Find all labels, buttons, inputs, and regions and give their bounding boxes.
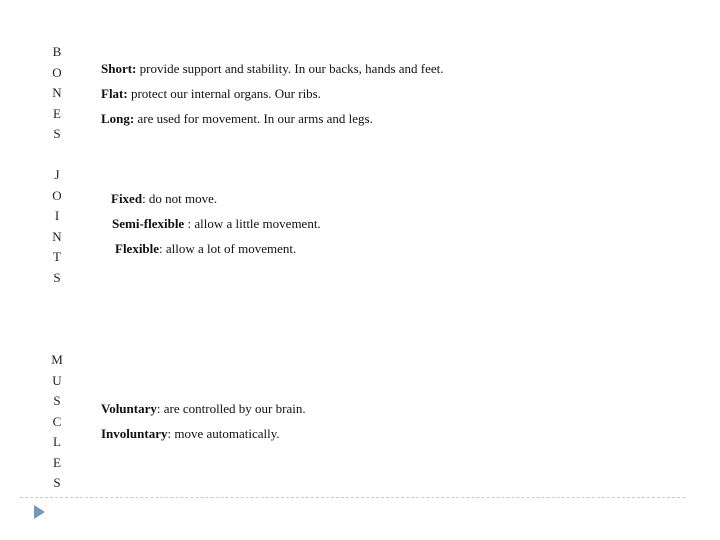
label-letter: M [51,352,63,367]
label-letter: O [52,64,62,80]
joints-vertical-label [50,165,64,288]
item-description: : are controlled by our brain. [156,401,306,416]
joints-item-fixed [111,191,217,207]
label-letter: T [53,249,61,264]
item-term: Fixed [111,191,143,206]
item-term: Flexible [115,241,160,256]
label-letter: U [52,372,62,388]
label-letter: S [53,475,61,490]
muscles-vertical-label [50,350,64,494]
label-letter: J [54,167,60,182]
label-letter: S [53,393,61,408]
label-letter: S [53,126,61,141]
item-term: Short: [101,61,137,76]
label-letter: N [52,228,62,244]
joints-item-semi-flexible [112,216,321,232]
label-letter: E [53,105,61,121]
label-letter: B [52,44,62,59]
item-description: protect our internal organs. Our ribs. [127,86,321,101]
bones-item-long [101,111,373,127]
label-letter: S [53,269,61,285]
bones-item-flat [101,86,321,102]
label-letter: I [54,208,60,223]
label-letter: C [52,413,62,429]
item-term: Long: [101,111,135,126]
bones-vertical-label [50,42,64,145]
item-description: are used for movement. In our arms and legs. [134,111,373,126]
item-description: : allow a lot of movement. [159,241,297,256]
item-description: : move automatically. [167,426,280,441]
label-letter: O [52,187,62,203]
item-term: Voluntary [101,401,157,416]
label-letter: E [53,454,61,470]
item-term: Involuntary [101,426,168,441]
item-term: Semi-flexible [112,216,185,231]
label-letter: N [52,85,62,100]
next-slide-arrow-icon[interactable] [34,505,45,519]
item-description: : allow a little movement. [184,216,321,231]
label-letter: L [53,434,61,449]
item-description: provide support and stability. In our backs, hands and feet. [136,61,444,76]
item-term: Flat: [101,86,128,101]
item-description: : do not move. [142,191,218,206]
muscles-item-involuntary [101,426,280,442]
bones-item-short [101,61,444,77]
footer-divider [20,497,685,498]
muscles-item-voluntary [101,401,306,417]
joints-item-flexible [115,241,296,257]
